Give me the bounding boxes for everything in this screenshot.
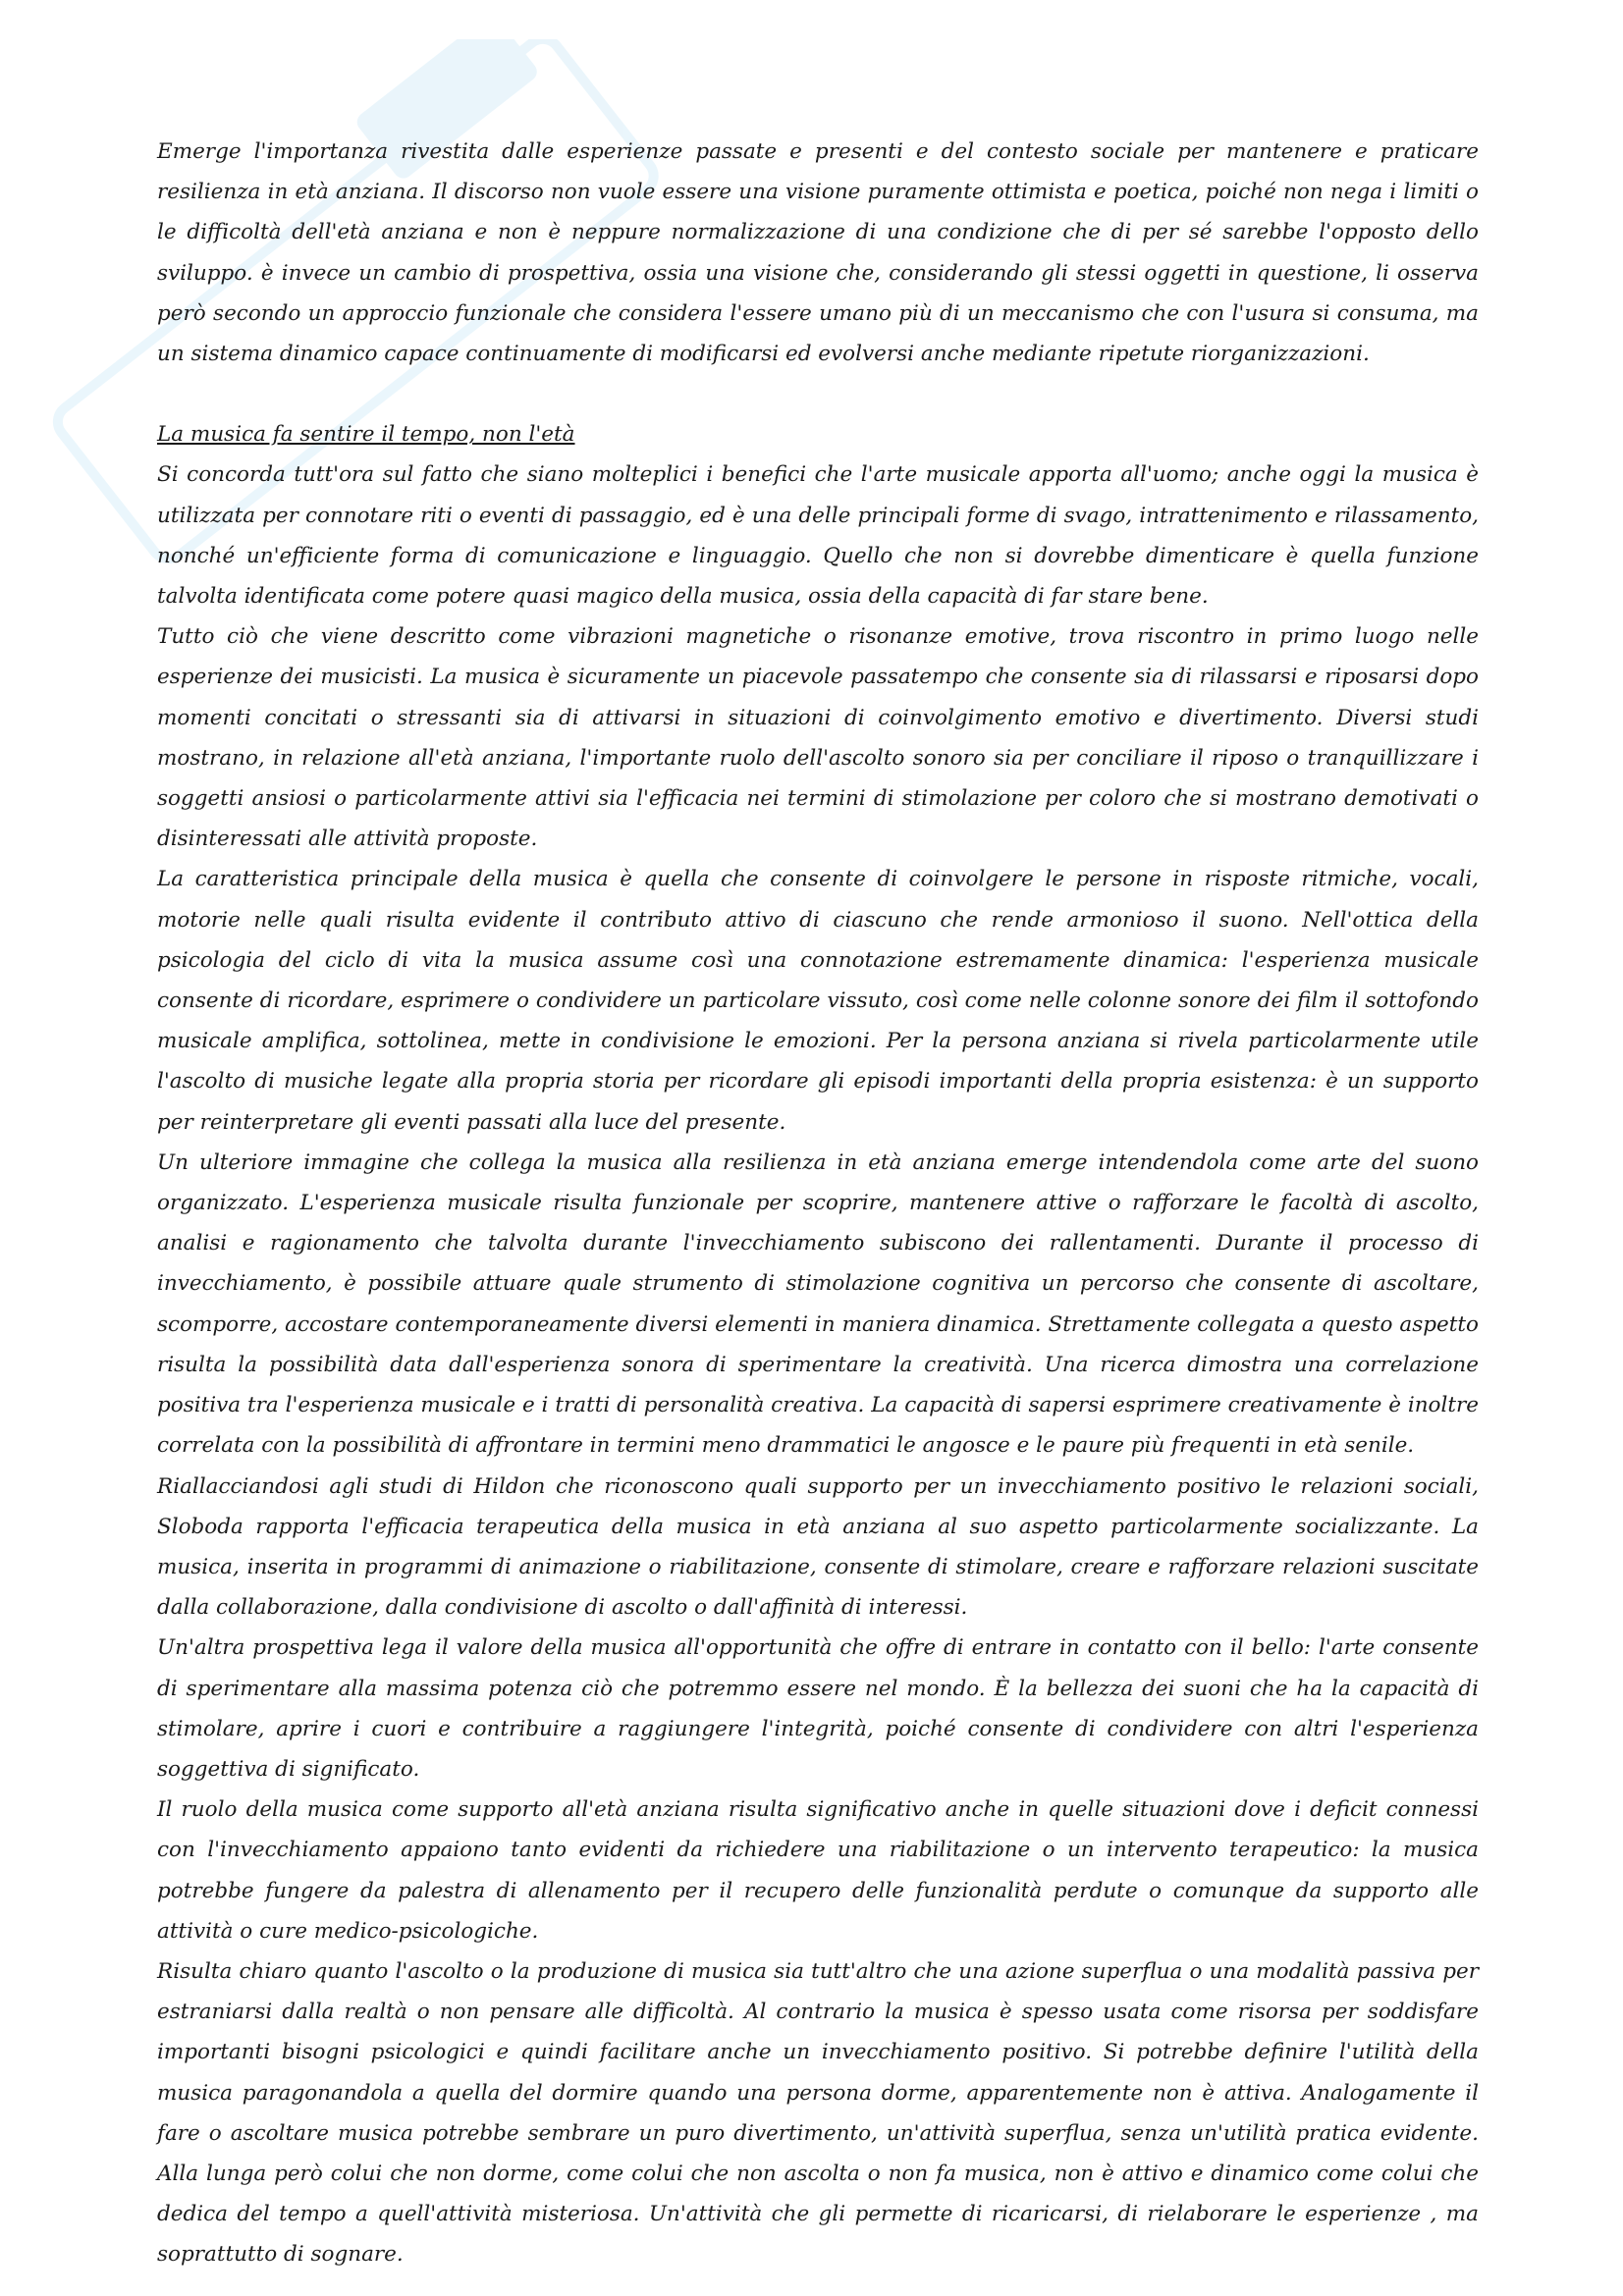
section-paragraph-8: Risulta chiaro quanto l'ascolto o la produzione di musica sia tutt'altro che una azione superflua o una modalità passiva per estraniarsi dalla realtà o non pensare alle difficoltà. Al contrario la musica è spesso usata come risorsa per soddisfare importanti bisogni psicologici e quindi facilitare anche un invecchiamento positivo. Si potrebbe definire l'utilità della musica paragonandola a quella del dormire quando una persona dorme, apparentemente non è attiva. Analogamente il fare o ascoltare musica potrebbe sembrare un puro divertimento, un'attività superflua, senza un'utilità pratica evidente. Alla lunga però colui che non dorme, come colui che non ascolta o non fa musica, non è attivo e dinamico come colui che dedica del tempo a quell'attività misteriosa. Un'attività che gli permette di ricaricarsi, di rielaborare le esperienze , ma soprattutto di sognare. bbox=[157, 1958, 1479, 2268]
section-paragraph-2: Tutto ciò che viene descritto come vibrazioni magnetiche o risonanze emotive, trova riscontro in primo luogo nelle esperienze dei musicisti. La musica è sicuramente un piacevole passatempo che consente sia di rilassarsi e riposarsi dopo momenti concitati o stressanti sia di attivarsi in situazioni di coinvolgimento emotivo e divertimento. Diversi studi mostrano, in relazione all'età anziana, l'importante ruolo dell'ascolto sonoro sia per conciliare il riposo o tranquillizzare i soggetti ansiosi o particolarmente attivi sia l'efficacia nei termini di stimolazione per coloro che si mostrano demotivati o disinteressati alle attività proposte. bbox=[157, 624, 1479, 852]
section-paragraph-4: Un ulteriore immagine che collega la musica alla resilienza in età anziana emerge intendendola come arte del suono organizzato. L'esperienza musicale risulta funzionale per scoprire, mantenere attive o rafforzare le facoltà di ascolto, analisi e ragionamento che talvolta durante l'invecchiamento subiscono dei rallentamenti. Durante il processo di invecchiamento, è possibile attuare quale strumento di stimolazione cognitiva un percorso che consente di ascoltare, scomporre, accostare contemporaneamente diversi elementi in maniera dinamica. Strettamente collegata a questo aspetto risulta la possibilità data dall'esperienza sonora di sperimentare la creatività. Una ricerca dimostra una correlazione positiva tra l'esperienza musicale e i tratti di personalità creativa. La capacità di sapersi esprimere creativamente è inoltre correlata con la possibilità di affrontare in termini meno drammatici le angosce e le paure più frequenti in età senile. bbox=[157, 1149, 1479, 1459]
document-body bbox=[157, 132, 1479, 2275]
intro-paragraph: Emerge l'importanza rivestita dalle esperienze passate e presenti e del contesto sociale per mantenere e praticare resilienza in età anziana. Il discorso non vuole essere una visione puramente ottimista e poetica, poiché non nega i limiti o le difficoltà dell'età anziana e non è neppure normalizzazione di una condizione che di per sé sarebbe l'opposto dello sviluppo. è invece un cambio di prospettiva, ossia una visione che, considerando gli stessi oggetti in questione, li osserva però secondo un approccio funzionale che considera l'essere umano più di un meccanismo che con l'usura si consuma, ma un sistema dinamico capace continuamente di modificarsi ed evolversi anche mediante ripetute riorganizzazioni. bbox=[157, 139, 1479, 367]
section-paragraph-7: Il ruolo della musica come supporto all'età anziana risulta significativo anche in quelle situazioni dove i deficit connessi con l'invecchiamento appaiono tanto evidenti da richiedere una riabilitazione o un intervento terapeutico: la musica potrebbe fungere da palestra di allenamento per il recupero delle funzionalità perdute o comunque da supporto alle attività o cure medico-psicologiche. bbox=[157, 1797, 1479, 1944]
section-paragraph-3: La caratteristica principale della musica è quella che consente di coinvolgere le persone in risposte ritmiche, vocali, motorie nelle quali risulta evidente il contributo attivo di ciascuno che rende armonioso il suono. Nell'ottica della psicologia del ciclo di vita la musica assume così una connotazione estremamente dinamica: l'esperienza musicale consente di ricordare, esprimere o condividere un particolare vissuto, così come nelle colonne sonore dei film il sottofondo musicale amplifica, sottolinea, mette in condivisione le emozioni. Per la persona anziana si rivela particolarmente utile l'ascolto di musiche legate alla propria storia per ricordare gli episodi importanti della propria esistenza: è un supporto per reinterpretare gli eventi passati alla luce del presente. bbox=[157, 867, 1479, 1135]
section-title: La musica fa sentire il tempo, non l'età bbox=[157, 422, 575, 448]
section-paragraph-1: Si concorda tutt'ora sul fatto che siano molteplici i benefici che l'arte musicale apporta all'uomo; anche oggi la musica è utilizzata per connotare riti o eventi di passaggio, ed è una delle principali forme di svago, intrattenimento e rilassamento, nonché un'efficiente forma di comunicazione e linguaggio. Quello che non si dovrebbe dimenticare è quella funzione talvolta identificata come potere quasi magico della musica, ossia della capacità di far stare bene. bbox=[157, 462, 1479, 610]
section-paragraph-5: Riallacciandosi agli studi di Hildon che riconoscono quali supporto per un invecchiamento positivo le relazioni sociali, Sloboda rapporta l'efficacia terapeutica della musica in età anziana al suo aspetto particolarmente socializzante. La musica, inserita in programmi di animazione o riabilitazione, consente di stimolare, creare e rafforzare relazioni suscitate dalla collaborazione, dalla condivisione di ascolto o dall'affinità di interessi. bbox=[157, 1473, 1479, 1621]
section-paragraph-6: Un'altra prospettiva lega il valore della musica all'opportunità che offre di entrare in contatto con il bello: l'arte consente di sperimentare alla massima potenza ciò che potremmo essere nel mondo. È la bellezza dei suoni che ha la capacità di stimolare, aprire i cuori e contribuire a raggiungere l'integrità, poiché consente di condividere con altri l'esperienza soggettiva di significato. bbox=[157, 1635, 1479, 1782]
